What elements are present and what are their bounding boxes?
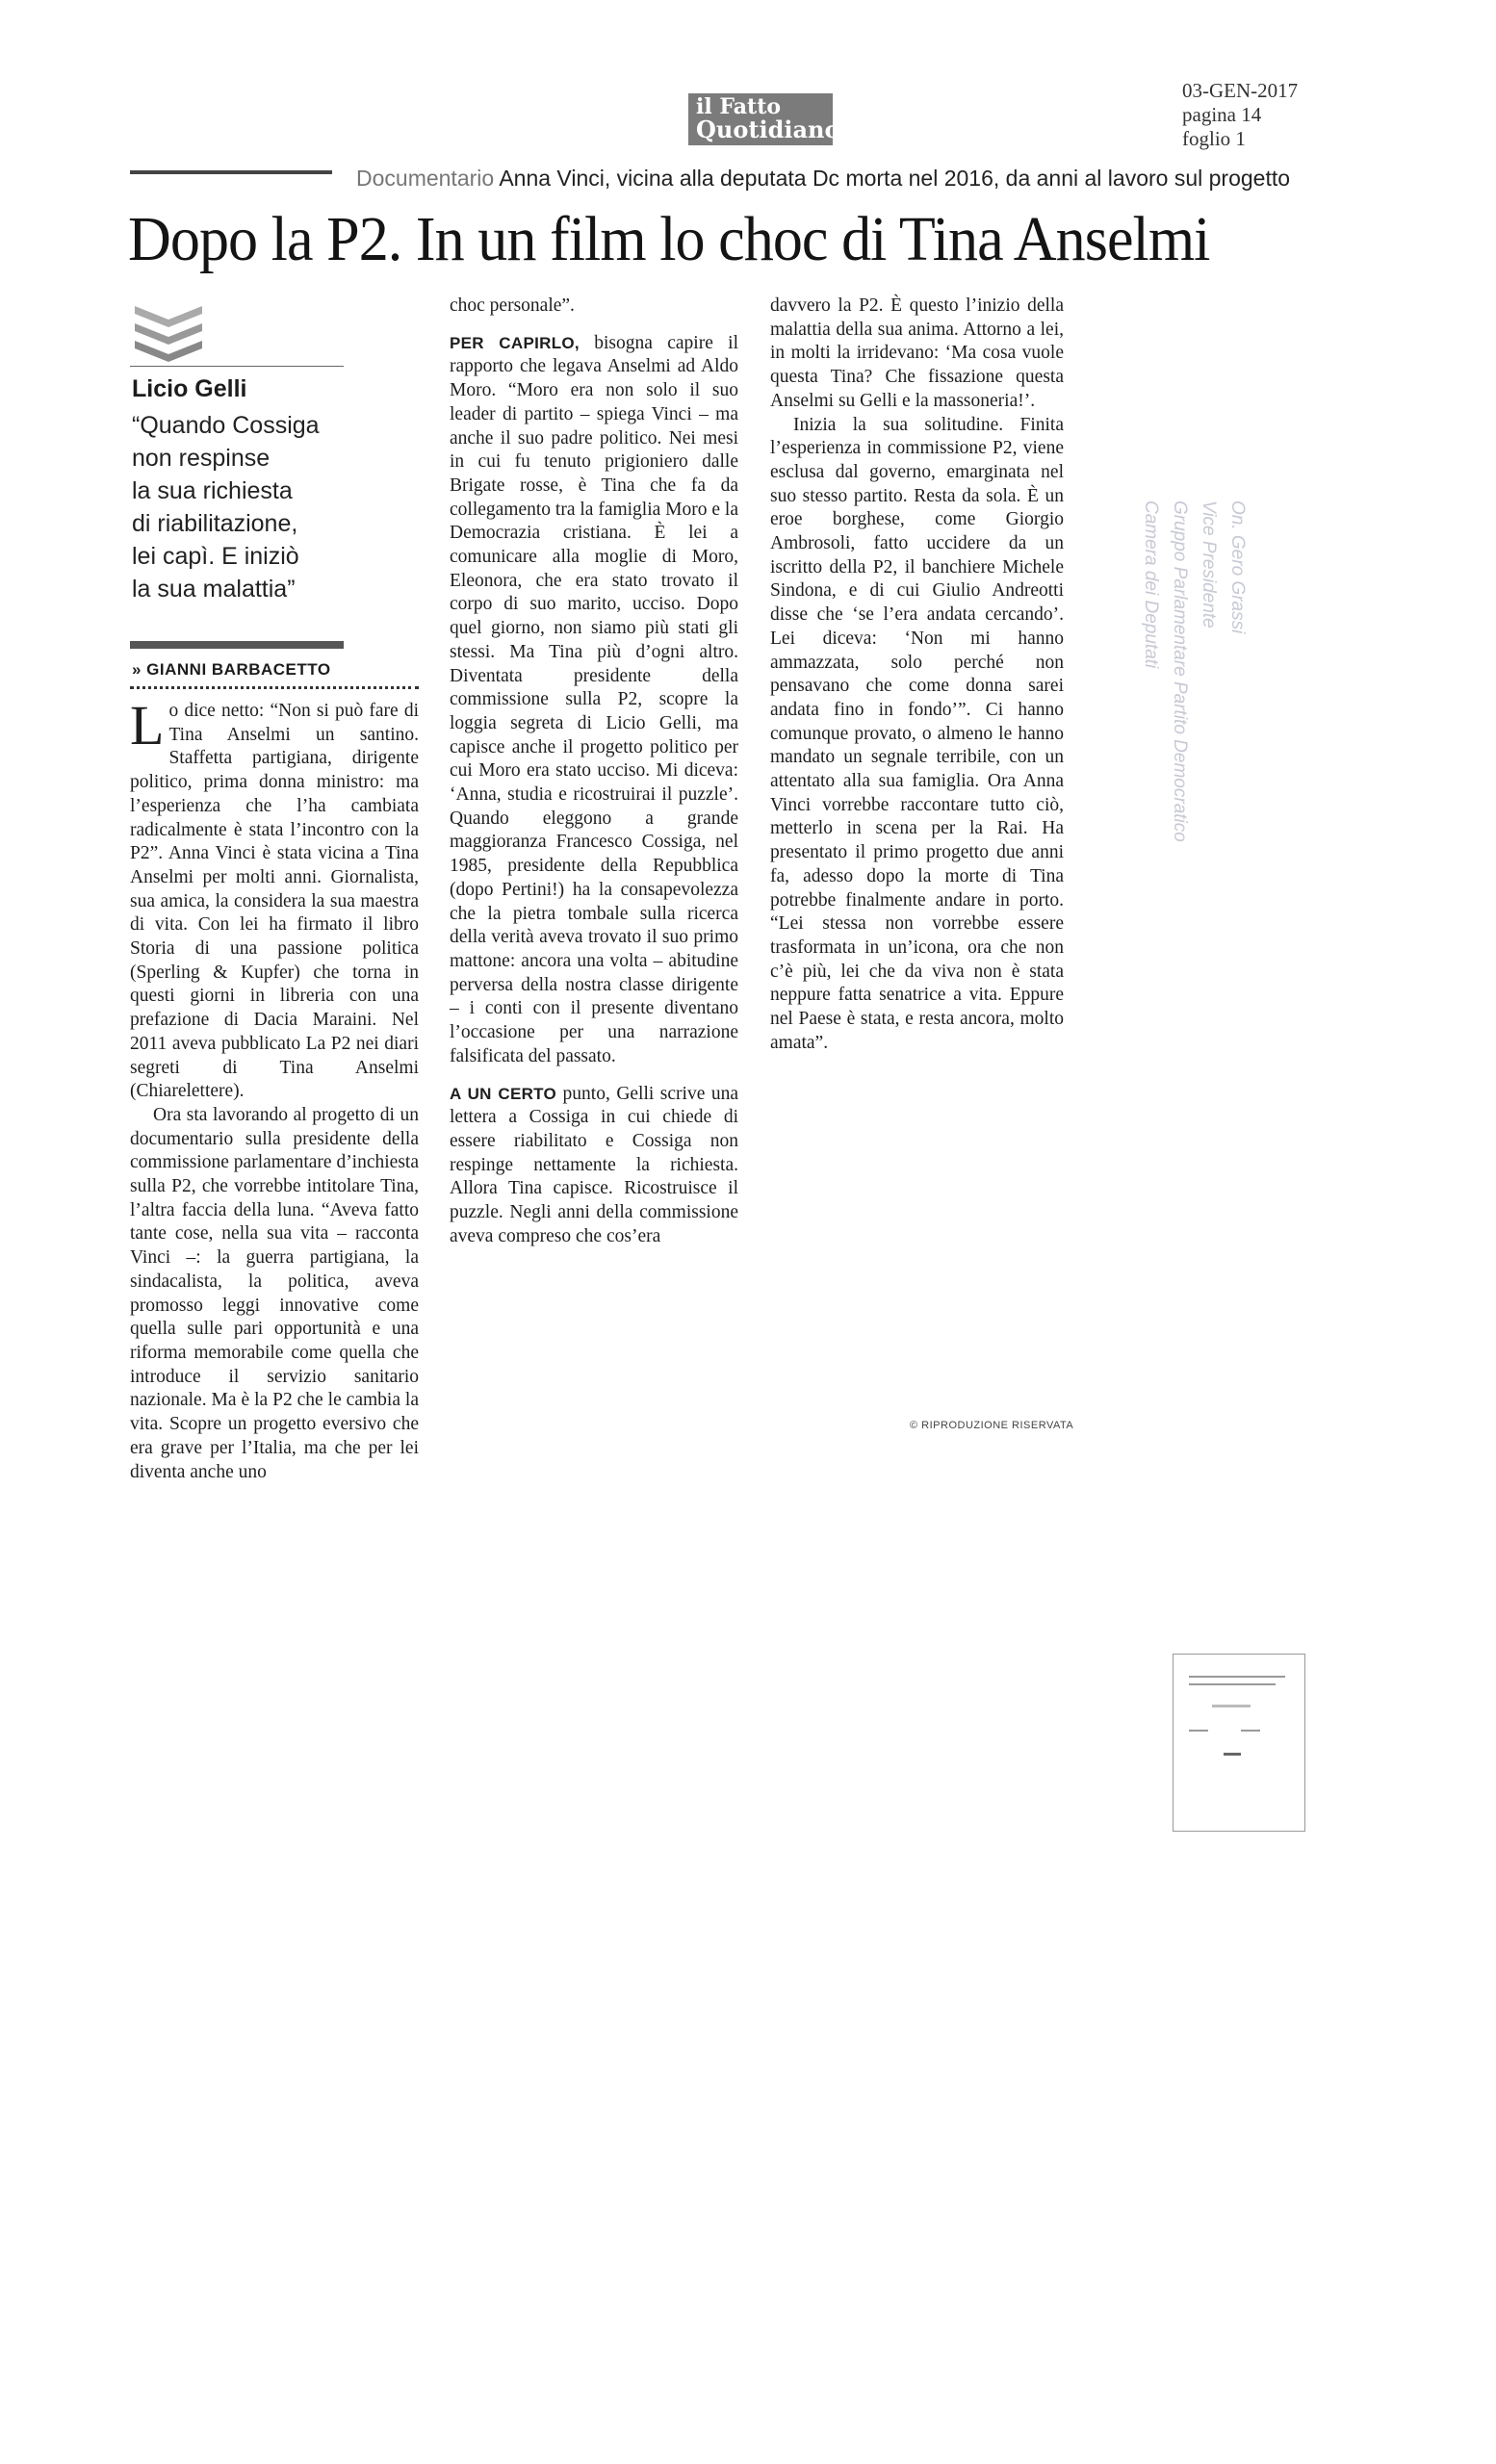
clipping-meta [1182,79,1298,151]
pull-quote-line: “Quando Cossiga [132,412,320,439]
stamp-line: Camera dei Deputati [1141,500,1161,669]
pull-quote-line: la sua richiesta [132,477,293,504]
clipping-page: pagina 14 [1182,103,1262,126]
pull-quote-line: di riabilitazione, [132,510,298,537]
byline: » GIANNI BARBACETTO [132,660,331,679]
top-rule [130,170,332,174]
lead-in: PER CAPIRLO, [450,333,580,352]
clipping-sheet: foglio 1 [1182,127,1246,150]
lead-in: A UN CERTO [450,1084,557,1103]
clipping-date: 03-GEN-2017 [1182,79,1299,102]
kicker-label: Documentario [356,166,495,191]
thumbnail-line [1189,1676,1285,1678]
thumbnail-line [1241,1730,1260,1732]
pull-quote-line: non respinse [132,445,271,472]
logo-line-1: il Fatto [696,94,782,119]
paragraph: choc personale”. [450,295,575,316]
article-headline: Dopo la P2. In un film lo choc di Tina Anselmi [128,204,1210,274]
pull-quote [132,409,353,605]
kicker-text: Anna Vinci, vicina alla deputata Dc morta nel 2016, da anni al lavoro sul progetto [499,166,1291,191]
article-column-1 [130,694,419,1484]
thumbnail-line [1212,1705,1251,1707]
logo-line-2: Quotidiano [696,116,840,143]
thumbnail-line [1189,1683,1276,1685]
quote-author: Licio Gelli [132,375,247,402]
stamp-line: Gruppo Parlamentare Partito Democratico [1170,500,1190,842]
byline-rule [130,641,344,649]
paragraph-text: bisogna capire il rapporto che legava Anselmi ad Aldo Moro. “Moro era non solo il suo leader di partito – spiega Vinci – ma anche il suo padre politico. Nei mesi in cui fu tenuto prigioniero dalle Brigate rosse, è Tina che fa da collegamento tra la famiglia Moro e la Democrazia cristiana. È lei a comunicare alla moglie di Moro, Eleonora, che era stato trovato il corpo di suo marito, ucciso. Dopo quel giorno, non siamo più stati gli stessi. Ma Tina più d’ogni altro. Diventata presidente della commissione sulla P2, scopre la loggia segreta di Licio Gelli, ma capisce anche il progetto politico per cui Moro era stato ucciso. Mi diceva: ‘Anna, studia e ricostruirai il puzzle’. Quando eleggono a grande maggioranza Francesco Cossiga, nel 1985, presidente della Repubblica (dopo Pertini!) ha la consapevolezza che la pietra tombale sulla ricerca della verità aveva trovato il suo primo mattone: ancora una volta – abitudine perversa della nostra classe dirigente – i conti con il presente diventano l’occasione per una narrazione falsificata del passato. [450,332,738,1066]
office-stamp [1136,500,1251,842]
thumbnail-line [1189,1730,1208,1732]
paragraph-text: o dice netto: “Non si può fare di Tina Anselmi un santino. Staffetta partigiana, dirigente politico, prima donna ministro: ma l’esperienza che l’ha cambiata radicalmente è stata l’incontro con la P2”. Anna Vinci è stata vicina a Tina Anselmi per molti anni. Giornalista, sua amica, la considera la sua maestra di vita. Con lei ha firmato il libro Storia di una passione politica (Sperling & Kupfer) che torna in questi giorni in libreria con una prefazione di Dacia Maraini. Nel 2011 aveva pubblicato La P2 nei diari segreti di Tina Anselmi (Chiarelettere). [130,701,419,1102]
stamp-line: On. Gero Grassi [1227,500,1248,634]
pull-quote-line: la sua malattia” [132,576,296,603]
thumbnail-line [1224,1753,1241,1756]
pull-quote-line: lei capì. E iniziò [132,543,299,570]
dotted-divider [130,686,419,689]
paragraph: davvero la P2. È questo l’inizio della malattia della sua anima. Attorno a lei, in molti la irridevano: ‘Ma cosa vuole questa Tina? Che fissazione questa Anselmi su Gelli e la massoneria!’. [770,295,1064,411]
chevron-graphic-icon [130,298,207,366]
paragraph: Ora sta lavorando al progetto di un documentario sulla presidente della commissione parlamentare d’inchiesta sulla P2, che vorrebbe intitolare Tina, l’altra faccia della luna. “Aveva fatto tante cose, nella sua vita – racconta Vinci –: la guerra partigiana, la sindacalista, la politica, aveva promosso leggi innovative come quella sulle pari opportunità e una riforma memorabile come quella che introduce il servizio sanitario nazionale. Ma è la P2 che le cambia la vita. Scopre un progetto eversivo che era grave per l’Italia, ma che per lei diventa anche uno [130,1104,419,1482]
box-rule [130,366,344,367]
paragraph-text: punto, Gelli scrive una lettera a Cossiga in cui chiede di essere riabilitato e Cossiga non respinge nettamente la richiesta. Allora Tina capisce. Ricostruisce il puzzle. Negli anni della commissione aveva compreso che cos’era [450,1083,738,1246]
paragraph [450,332,738,1069]
stamp-line: Vice Presidente [1199,500,1219,629]
page-thumbnail [1173,1654,1305,1832]
newspaper-logo [688,93,840,145]
article-column-2 [450,295,738,1248]
paragraph [450,1083,738,1249]
article-column-3 [770,295,1064,1056]
paragraph: Inizia la sua solitudine. Finita l’esperienza in commissione P2, viene esclusa dal governo, emarginata nel suo stesso partito. Resta da sola. È un eroe borghese, come Giorgio Ambrosoli, fatto uccidere da un iscritto della P2, il banchiere Michele Sindona, e di cui Giulio Andreotti disse che ‘se l’era andata cercando’. Lei diceva: ‘Non mi hanno ammazzata, solo perché non pensavano che come donna sarei andata fino in fondo’”. Ci hanno comunque provato, o almeno le hanno mandato un segnale terribile, con un attentato alla sua famiglia. Ora Anna Vinci vorrebbe raccontare tutto ciò, metterlo in scena per la Rai. Ha presentato il primo progetto due anni fa, adesso dopo la morte di Tina potrebbe finalmente andare in porto. “Lei stessa non vorrebbe essere trasformata in un’icona, ora che non c’è più, lei che da viva non è stata neppure fatta senatrice a vita. Eppure nel Paese è stata, e resta ancora, molto amata”. [770,414,1064,1053]
article-kicker [356,166,1290,192]
copyright-note: © RIPRODUZIONE RISERVATA [910,1420,1074,1431]
paragraph [130,694,419,1104]
drop-cap: L [130,694,165,757]
